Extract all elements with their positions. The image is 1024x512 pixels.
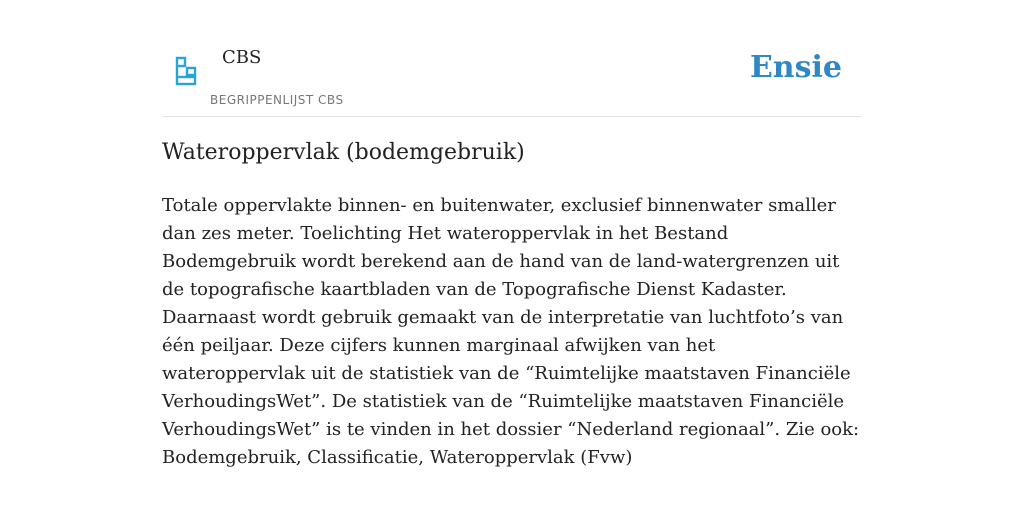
header bbox=[162, 40, 862, 117]
ensie-logo[interactable]: Ensie bbox=[749, 50, 842, 85]
glossary-subtitle[interactable]: BEGRIPPENLIJST CBS bbox=[210, 93, 344, 107]
entry-definition: Totale oppervlakte binnen- en buitenwater, exclusief binnenwater smaller dan zes meter. Toelichting Het wateroppervlak in het Bestand Bodemgebruik wordt berekend aan de hand van de land-watergrenzen uit de topografische kaartbladen van de Topografische Dienst Kadaster. Daarnaast wordt gebruik gemaakt van de interpretatie van luchtfoto’s van één peiljaar. Deze cijfers kunnen marginaal afwijken van het wateroppervlak uit de statistiek van de “Ruimtelijke maatstaven Financiële VerhoudingsWet”. De statistiek van de “Ruimtelijke maatstaven Financiële VerhoudingsWet” is te vinden in het dossier “Nederland regionaal”. Zie ook: Bodemgebruik, Classificatie, Wateroppervlak (Fvw) bbox=[162, 195, 860, 468]
cbs-logo-icon[interactable] bbox=[175, 56, 197, 86]
org-name: CBS bbox=[222, 47, 262, 68]
entry-title: Wateroppervlak (bodemgebruik) bbox=[162, 140, 525, 165]
